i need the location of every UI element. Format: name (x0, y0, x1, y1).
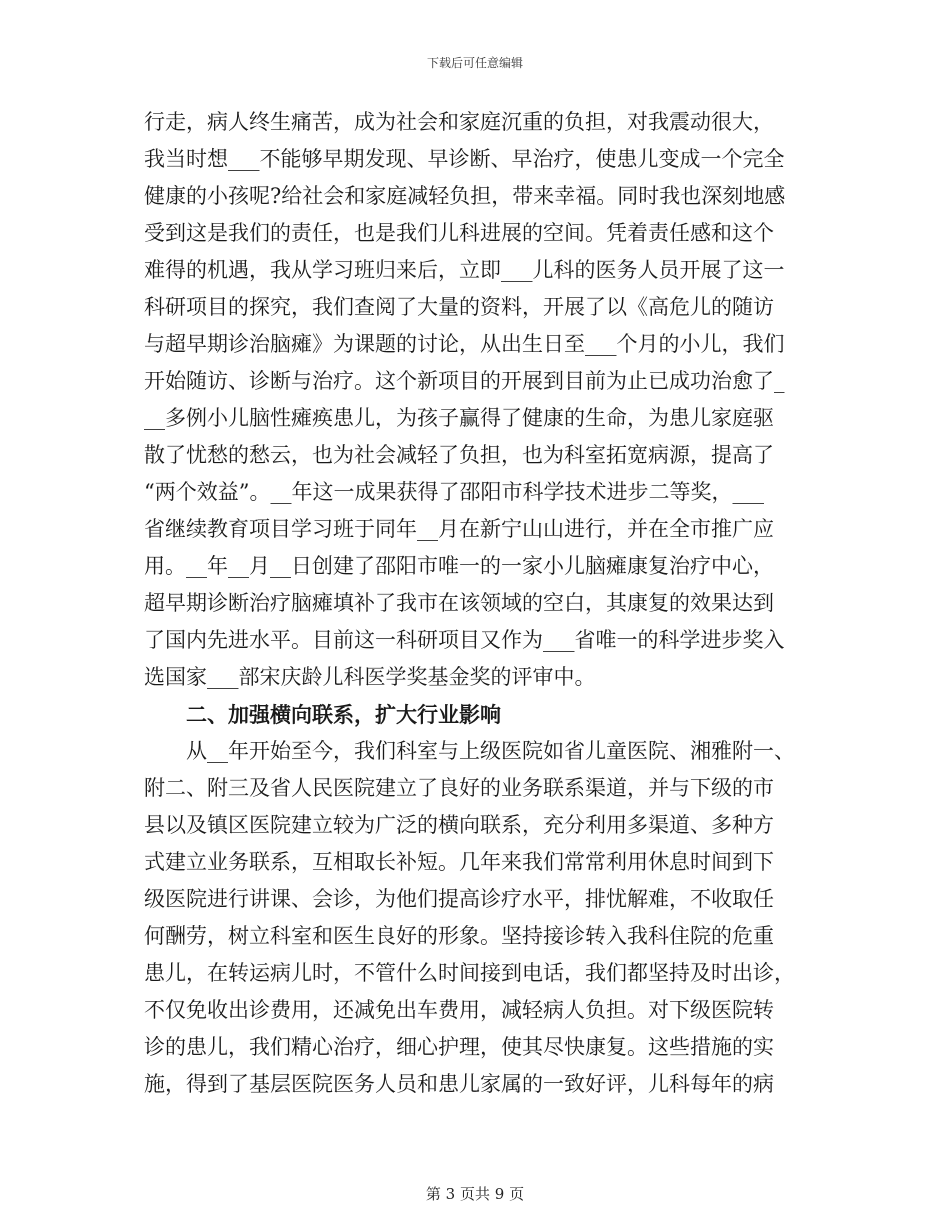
text-line: 行走，病人终生痛苦，成为社会和家庭沉重的负担，对我震动很大， (144, 110, 774, 134)
text-line: 了国内先进水平。目前这一科研项目又作为___省唯一的科学进步奖入 (144, 628, 785, 652)
text-line: 与超早期诊治脑瘫》为课题的讨论，从出生日至___个月的小儿，我们 (144, 332, 785, 356)
page-number: 第 3 页共 9 页 (425, 1185, 525, 1203)
text-line: 附二、附三及省人民医院建立了良好的业务联系渠道，并与下级的市 (144, 776, 774, 800)
text-line: 不仅免收出诊费用，还减免出车费用，减轻病人负担。对下级医院转 (144, 998, 774, 1022)
paragraph-1 (144, 104, 804, 696)
section-heading: 二、加强横向联系，扩大行业影响 (186, 702, 501, 727)
text-line: 诊的患儿，我们精心治疗，细心护理，使其尽快康复。这些措施的实 (144, 1035, 774, 1059)
text-line: __多例小儿脑性瘫痪患儿，为孩子赢得了健康的生命，为患儿家庭驱 (144, 406, 774, 430)
text-line: 难得的机遇，我从学习班归来后，立即___儿科的医务人员开展了这一 (144, 258, 785, 282)
text-line: 用。__年__月__日创建了邵阳市唯一的一家小儿脑瘫康复治疗中心， (144, 554, 774, 578)
text-line: 施，得到了基层医院医务人员和患儿家属的一致好评，儿科每年的病 (144, 1072, 774, 1096)
text-line: “两个效益”。__年这一成果获得了邵阳市科学技术进步二等奖，___ (144, 480, 764, 504)
text-line: 选国家___部宋庆龄儿科医学奖基金奖的评审中。 (144, 665, 596, 689)
paragraph-2 (144, 733, 804, 1103)
text-line: 级医院进行讲课、会诊，为他们提高诊疗水平，排忧解难，不收取任 (144, 887, 774, 911)
page-header-note: 下载后可任意编辑 (426, 56, 523, 70)
text-line: 省继续教育项目学习班于同年__月在新宁山山进行，并在全市推广应 (144, 517, 774, 541)
text-line: 患儿，在转运病儿时，不管什么时间接到电话，我们都坚持及时出诊， (144, 961, 795, 985)
text-line: 何酬劳，树立科室和医生良好的形象。坚持接诊转入我科住院的危重 (144, 924, 774, 948)
text-line: 式建立业务联系，互相取长补短。几年来我们常常利用休息时间到下 (144, 850, 774, 874)
text-line: 开始随访、诊断与治疗。这个新项目的开展到目前为止已成功治愈了_ (144, 369, 785, 393)
text-line: 科研项目的探究，我们查阅了大量的资料，开展了以《高危儿的随访 (144, 295, 774, 319)
document-body (144, 104, 804, 1103)
text-line: 我当时想___不能够早期发现、早诊断、早治疗，使患儿变成一个完全 (144, 147, 785, 171)
text-line: 散了忧愁的愁云，也为社会减轻了负担，也为科室拓宽病源，提高了 (144, 443, 774, 467)
text-line: 受到这是我们的责任，也是我们儿科进展的空间。凭着责任感和这个 (144, 221, 774, 245)
text-line: 县以及镇区医院建立较为广泛的横向联系，充分利用多渠道、多种方 (144, 813, 774, 837)
text-line: 健康的小孩呢?给社会和家庭减轻负担，带来幸福。同时我也深刻地感 (144, 184, 786, 208)
text-line: 从__年开始至今，我们科室与上级医院如省儿童医院、湘雅附一、 (186, 739, 795, 763)
text-line: 超早期诊断治疗脑瘫填补了我市在该领域的空白，其康复的效果达到 (144, 591, 774, 615)
